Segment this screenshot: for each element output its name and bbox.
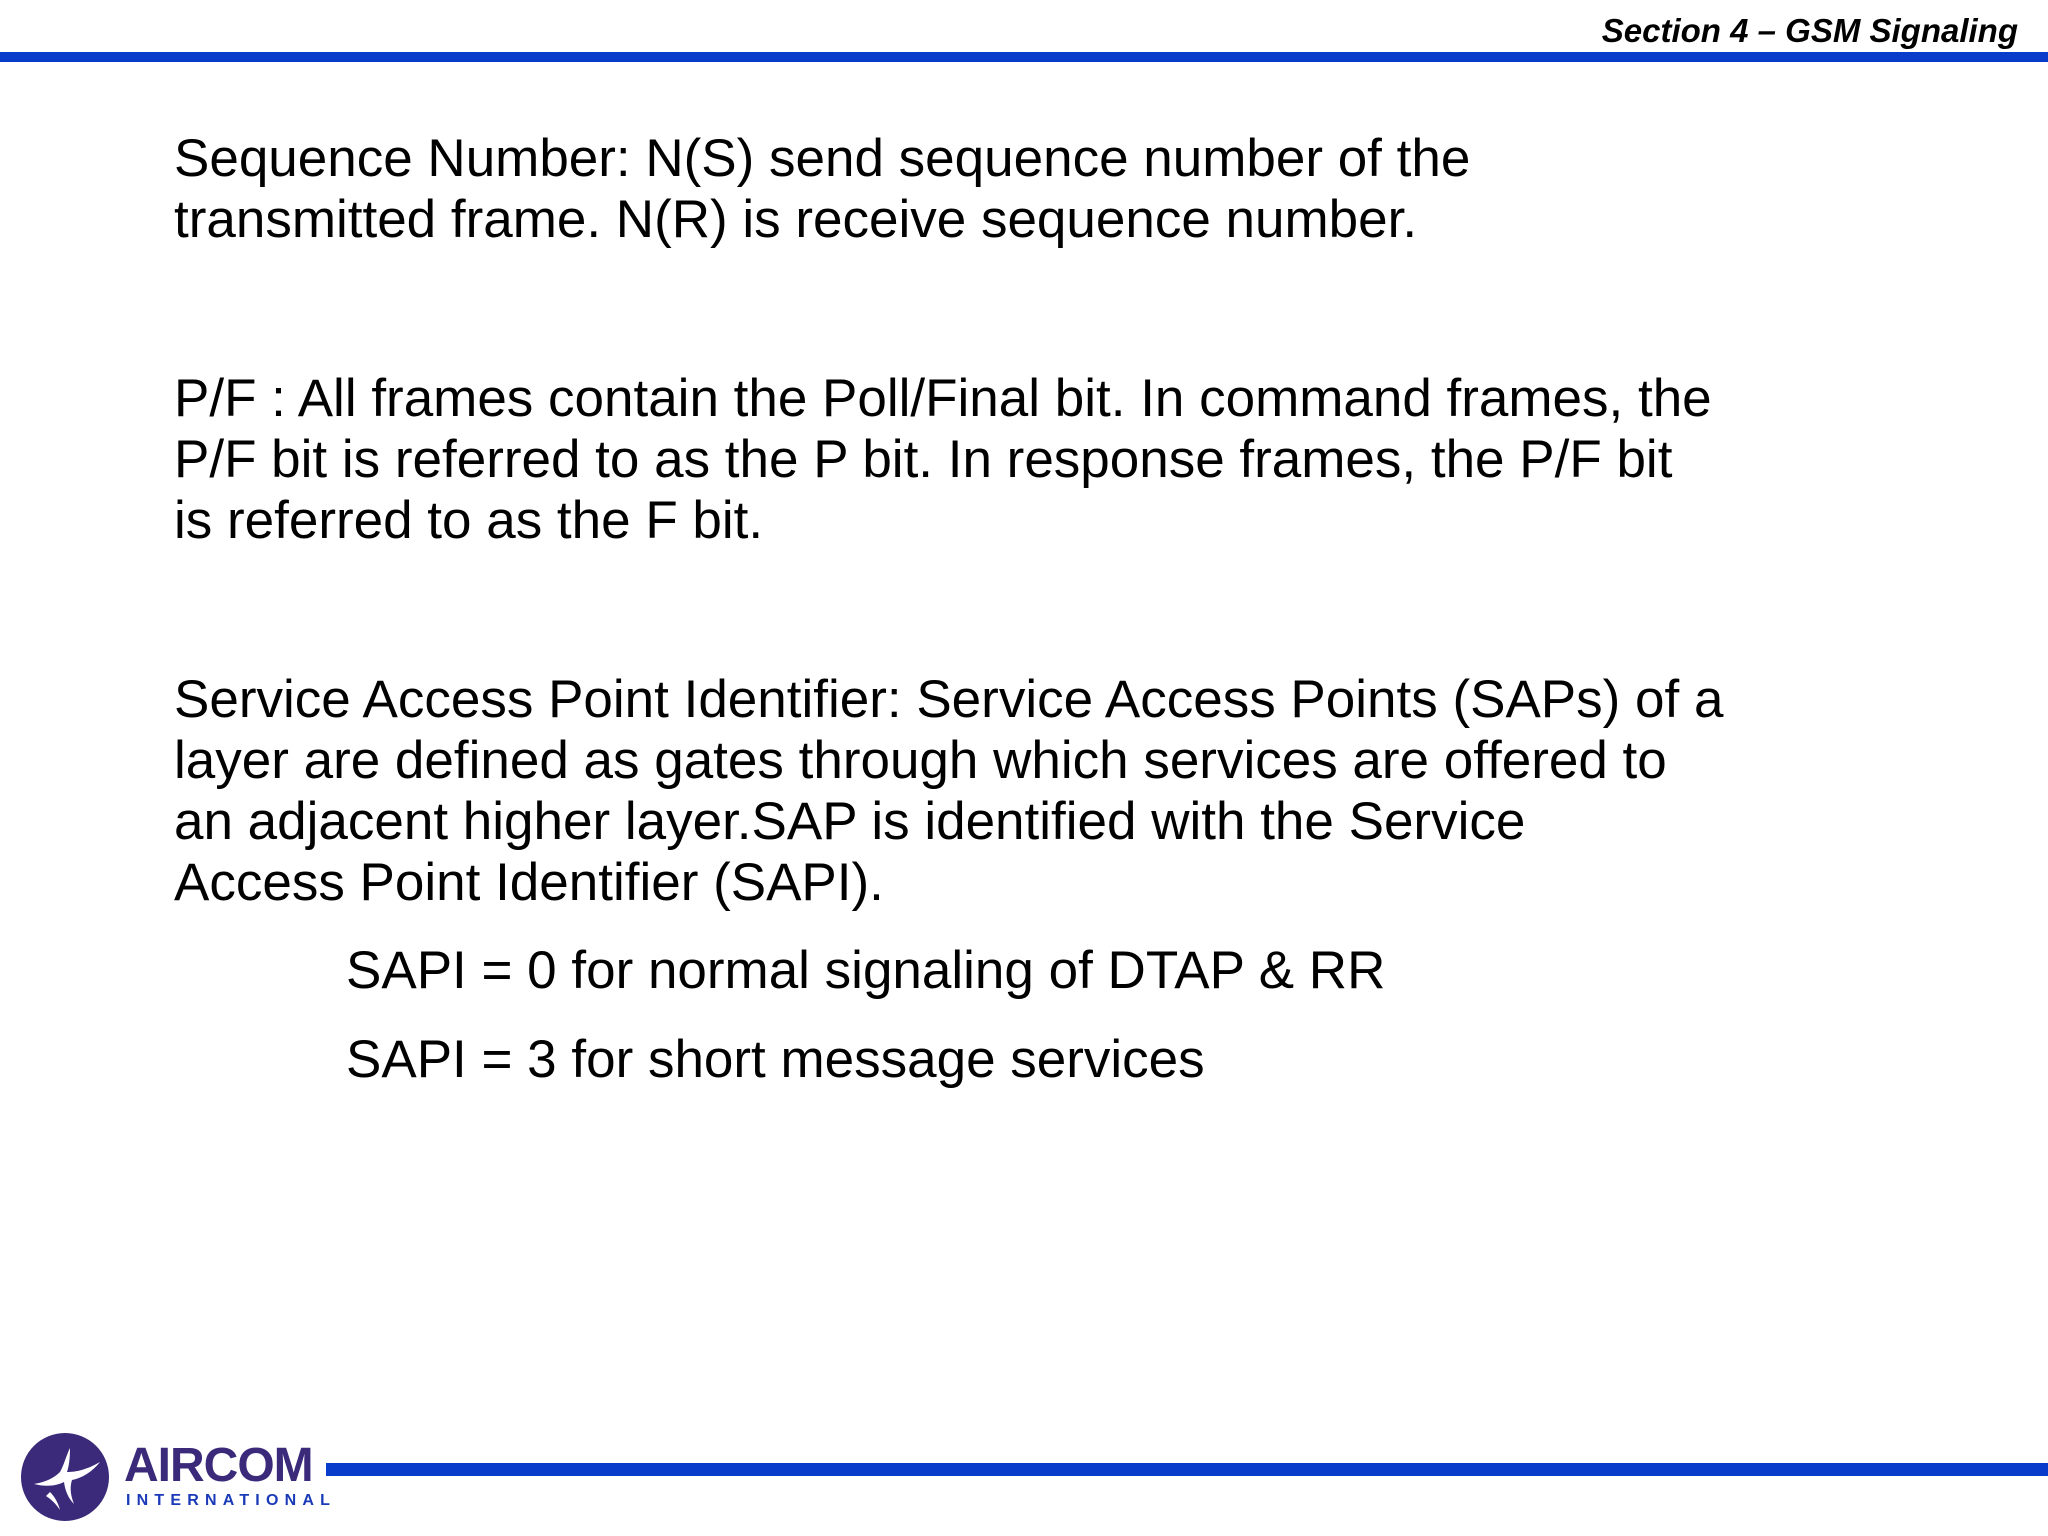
paragraph-line: P/F : All frames contain the Poll/Final bit. In command frames, the — [174, 369, 1712, 428]
paragraph-line: P/F bit is referred to as the P bit. In response frames, the P/F bit — [174, 430, 1673, 489]
aircom-logo — [20, 1432, 337, 1522]
paragraph-line: Sequence Number: N(S) send sequence number of the — [174, 129, 1471, 188]
footer-divider — [326, 1463, 2048, 1476]
paragraph-sapi — [174, 669, 1994, 913]
paragraph-line: is referred to as the F bit. — [174, 491, 764, 550]
slide-body — [174, 128, 1994, 1090]
paragraph-line: transmitted frame. N(R) is receive sequence number. — [174, 190, 1418, 249]
paragraph-line: an adjacent higher layer.SAP is identified with the Service — [174, 792, 1526, 851]
logo-subtitle: INTERNATIONAL — [126, 1492, 337, 1509]
paragraph-line: layer are defined as gates through which services are offered to — [174, 731, 1667, 790]
logo-wordmark: AIRCOM — [124, 1439, 313, 1492]
sapi-item: SAPI = 0 for normal signaling of DTAP & RR — [346, 941, 1386, 1000]
paragraph-line: Access Point Identifier (SAPI). — [174, 853, 884, 912]
paragraph-line: Service Access Point Identifier: Service Access Points (SAPs) of a — [174, 670, 1724, 729]
bird-in-circle-icon — [20, 1432, 110, 1522]
paragraph-sequence-number — [174, 128, 1994, 250]
paragraph-poll-final — [174, 368, 1994, 551]
sapi-item: SAPI = 3 for short message services — [346, 1030, 1205, 1089]
section-title: Section 4 – GSM Signaling — [1601, 12, 2018, 49]
header-divider — [0, 52, 2048, 62]
